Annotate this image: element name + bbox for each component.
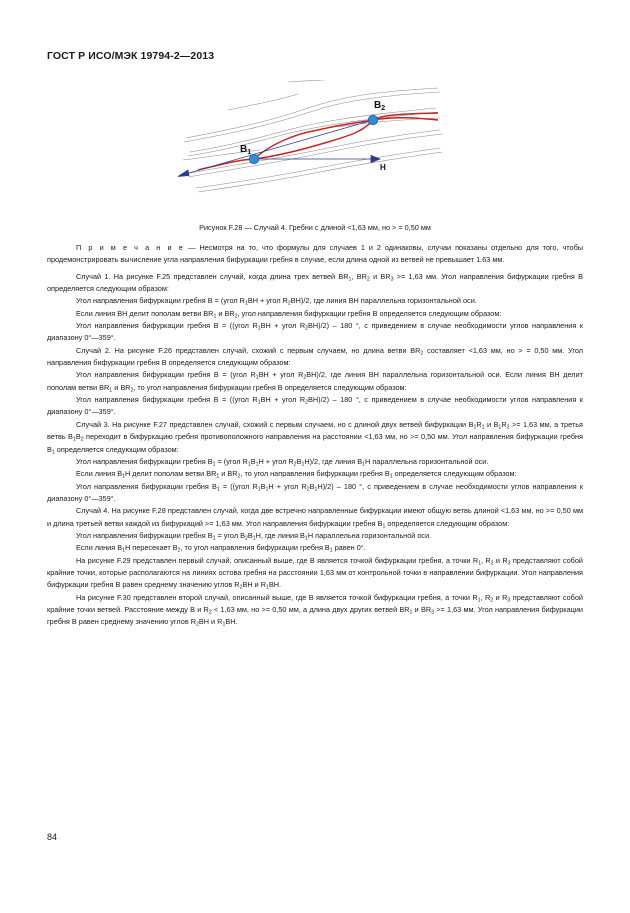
body-paragraph: Угол направления бифуркации гребня B = (угол $R_1BH$ + угол $R_2BH)/2$, где линия BH параллельна горизонтальной оси. Если линия BH делит пополам ветви $BR_1$ и $BR_2$, то угол направления бифуркации гребня B определяется следующим образом: <box>47 370 583 394</box>
label-h: H <box>380 163 386 172</box>
document-header: ГОСТ Р ИСО/МЭК 19794-2—2013 <box>47 50 215 62</box>
body-paragraph: Угол направления бифуркации гребня B = (угол $R_1BH$ + угол $R_2BH)/2$, где линия BH параллельна горизонтальной оси. <box>76 296 477 307</box>
body-paragraph: Случай 4. На рисунке F.28 представлен случай, когда две встречно направленные бифуркации имеют общую ветвь длиной <1,63 мм, но >= 0,50 мм и длина третьей ветви каждой из бифуркаций >= 1,63 мм. Угол направления бифуркации гребня $B_1$ определяется следующим образом: <box>47 506 583 530</box>
arrowhead-left-icon <box>178 170 189 177</box>
ridge-line <box>188 134 442 177</box>
body-paragraph: На рисунке F.29 представлен первый случай, описанный выше, где B является точкой бифуркации гребня, а точки $R_1$, $R_2$ и $R_3$ представляют собой крайние точки, которые располагаются на линиях остова гребня на расстоянии 1,63 мм от контрольной точки в направлении бифуркации. Угол направления бифуркации гребня B равен среднему значению углов $R_2BH$ и $R_1BH$. <box>47 555 583 591</box>
body-paragraph: Если линия $B_1H$ делит пополам ветви $BR_1$ и $BR_2$, то угол направления бифуркации гребня $B_1$ определяется следующим образом: <box>76 469 517 480</box>
body-paragraph: Угол направления бифуркации гребня $B_1$ = угол $B_2B_1H$, где линия $B_1H$ параллельна горизонтальной оси. <box>76 530 432 542</box>
body-paragraph: Угол направления бифуркации гребня B = ((угол $R_1BH$ + угол $R_2BH)/2) - 180$ °, с приведением в случае необходимости углов направления к диапазону 0°—359°. <box>47 321 583 343</box>
ridge-line <box>288 80 398 82</box>
bifurcation-direction-line <box>182 120 373 175</box>
page-number: 84 <box>47 832 58 842</box>
paragraph-list <box>47 271 583 629</box>
figure-caption: Рисунок F.28 — Случай 4. Гребни с длиной <1,63 мм, но > = 0,50 мм <box>199 223 431 232</box>
ridge-branch-red <box>198 113 438 170</box>
ridge-line <box>228 94 298 110</box>
body-paragraph: Если линия $B_1H$ пересекает $B_2$, то угол направления бифуркации гребня $B_1$ равен 0°. <box>76 543 366 554</box>
body-paragraph: Если линия BH делит пополам ветви $BR_1$ и $BR_2$, угол направления бифуркации гребня B определяется следующим образом: <box>76 308 502 320</box>
ridge-line <box>198 152 442 192</box>
point-b2 <box>368 115 378 125</box>
body-paragraph: Случай 1. На рисунке F.25 представлен случай, когда длина трех ветвей $BR_1$, $BR_2$ и $BR_3 >= 1,63$ мм. Угол направления бифуркации гребня B определяется следующим образом: <box>47 271 583 294</box>
label-b1: $B_1$ <box>240 144 252 156</box>
note-paragraph: П р и м е ч а н и е — Несмотря на то, что формулы для случаев 1 и 2 одинаковы, случаи показаны отдельно для того, чтобы продемонстрировать вычисление угла направления бифуркации гребня в случае, если длина одной из ветвей не превышает 1.63 мм. <box>47 243 583 265</box>
ridge-branch-red <box>254 120 373 159</box>
figure-f28 <box>168 80 448 200</box>
body-paragraph: Угол направления бифуркации гребня $B_1$ = ((угол $R_1B_1H$ + угол $R_2B_1H)/2) - 180$ °, с приведением в случае необходимости углов направления к диапазону 0°—359°. <box>47 481 584 503</box>
body-paragraph: Угол направления бифуркации гребня $B_1$ = (угол $R_1B_1H$ + угол $R_2B_1H)/2$, где линия $B_1H$ параллельна горизонтальной оси. <box>76 456 489 468</box>
label-b2: $B_2$ <box>374 100 386 112</box>
body-text <box>47 242 583 629</box>
body-paragraph: Случай 3. На рисунке F.27 представлен случай, схожий с первым случаем, но с длиной двух ветвей бифуркации $B_1R_1$ и $B_1R_2 >= 1,63$ мм, а третья ветвь $B_1B_2$ переходит в бифуркацию гребня противоположного направления на расстоянии <1,63 мм, но >= 0,50 мм. Угол направления бифуркации гребня $B_1$ определяется следующим образом: <box>47 419 583 455</box>
ridge-branch-red <box>373 118 438 120</box>
body-paragraph: Случай 2. На рисунке F.26 представлен случай, схожий с первым случаем, но длина ветви $BR_2$ составляет <1,63 мм, но > = 0,50 мм. Угол направления бифуркации гребня B определяется следующим образом: <box>47 345 584 368</box>
body-paragraph: Угол направления бифуркации гребня B = ((угол $R_1BH$ + угол $R_2BH)/2) - 180$ °, с приведением в случае необходимости углов направления к диапазону 0°—359°. <box>47 395 583 417</box>
body-paragraph: На рисунке F.30 представлен второй случай, описанный выше, где B является точкой бифуркации гребня, а точки $R_1$, $R_2$ и $R_3$ представляют собой крайние точки ветвей. Расстояние между B и $R_2 < 1,63$ мм, но >= 0,50 мм, а длина двух других ветвей $BR_1$ и $BR_3 >= 1,63$ мм. Угол направления бифуркации гребня B равен среднему значению углов $R_2BH$ и $R_1BH$. <box>47 592 583 628</box>
